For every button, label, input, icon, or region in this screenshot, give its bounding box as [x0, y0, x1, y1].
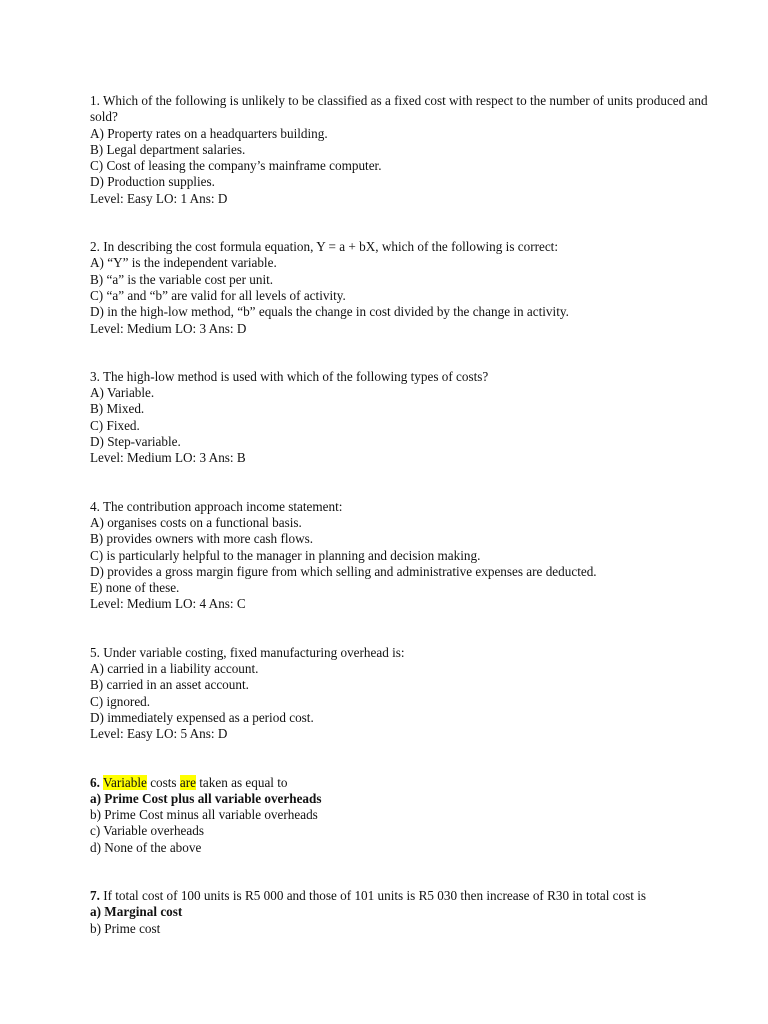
question-1	[90, 93, 728, 207]
question-meta: Level: Medium LO: 3 Ans: D	[90, 320, 247, 336]
option: C) is particularly helpful to the manager in planning and decision making.	[90, 547, 481, 563]
option: D) Step-variable.	[90, 434, 181, 450]
option-correct: a) Marginal cost	[90, 904, 183, 920]
option: B) Legal department salaries.	[90, 141, 246, 157]
question-stem: 2. In describing the cost formula equation, Y = a + bX, which of the following is correct:	[90, 239, 559, 255]
option: d) None of the above	[90, 839, 202, 855]
option: A) organises costs on a functional basis.	[90, 514, 302, 530]
option: A) Variable.	[90, 385, 155, 401]
option: C) Fixed.	[90, 417, 140, 433]
option: D) provides a gross margin figure from which selling and administrative expenses are deducted.	[90, 563, 597, 579]
option: b) Prime cost	[90, 920, 161, 936]
question-meta: Level: Easy LO: 5 Ans: D	[90, 726, 228, 742]
question-meta: Level: Easy LO: 1 Ans: D	[90, 190, 228, 206]
spacer	[90, 613, 728, 645]
option: D) Production supplies.	[90, 174, 215, 190]
question-meta: Level: Medium LO: 3 Ans: B	[90, 450, 246, 466]
option: A) “Y” is the independent variable.	[90, 255, 277, 271]
question-4	[90, 499, 728, 613]
highlighted-word: are	[179, 774, 196, 790]
question-stem: 4. The contribution approach income statement:	[90, 498, 343, 514]
spacer	[90, 743, 728, 775]
highlighted-word: Variable	[102, 774, 147, 790]
question-number: 7.	[90, 887, 100, 903]
option: C) ignored.	[90, 693, 151, 709]
question-2	[90, 239, 728, 337]
option: B) “a” is the variable cost per unit.	[90, 271, 274, 287]
question-5	[90, 645, 728, 743]
stem-text: If total cost of 100 units is R5 000 and those of 101 units is R5 030 then increase of R30 in total cost is	[99, 887, 647, 903]
question-number: 6.	[90, 774, 100, 790]
option: A) Property rates on a headquarters building.	[90, 125, 328, 141]
option: b) Prime Cost minus all variable overheads	[90, 807, 318, 823]
option: D) immediately expensed as a period cost.	[90, 709, 314, 725]
spacer	[90, 856, 728, 888]
question-7	[90, 888, 728, 937]
option: B) provides owners with more cash flows.	[90, 531, 314, 547]
option: A) carried in a liability account.	[90, 661, 259, 677]
question-6	[90, 775, 728, 856]
question-stem	[90, 888, 728, 904]
question-stem: 3. The high-low method is used with which of the following types of costs?	[90, 368, 489, 384]
option: c) Variable overheads	[90, 823, 204, 839]
option-correct: a) Prime Cost plus all variable overheads	[90, 790, 322, 806]
option: C) Cost of leasing the company’s mainframe computer.	[90, 158, 382, 174]
question-3	[90, 369, 728, 467]
option: D) in the high-low method, “b” equals the change in cost divided by the change in activity.	[90, 304, 569, 320]
stem-text: costs	[146, 774, 180, 790]
option: B) Mixed.	[90, 401, 145, 417]
option: E) none of these.	[90, 580, 180, 596]
option: B) carried in an asset account.	[90, 677, 249, 693]
spacer	[90, 337, 728, 369]
question-stem: 1. Which of the following is unlikely to be classified as a fixed cost with respect to the number of units produced and sold?	[90, 93, 708, 125]
option: C) “a” and “b” are valid for all levels of activity.	[90, 287, 346, 303]
stem-text: taken as equal to	[195, 774, 288, 790]
spacer	[90, 207, 728, 239]
spacer	[90, 467, 728, 499]
question-meta: Level: Medium LO: 4 Ans: C	[90, 596, 246, 612]
question-stem: 5. Under variable costing, fixed manufacturing overhead is:	[90, 644, 405, 660]
question-stem	[90, 775, 728, 791]
